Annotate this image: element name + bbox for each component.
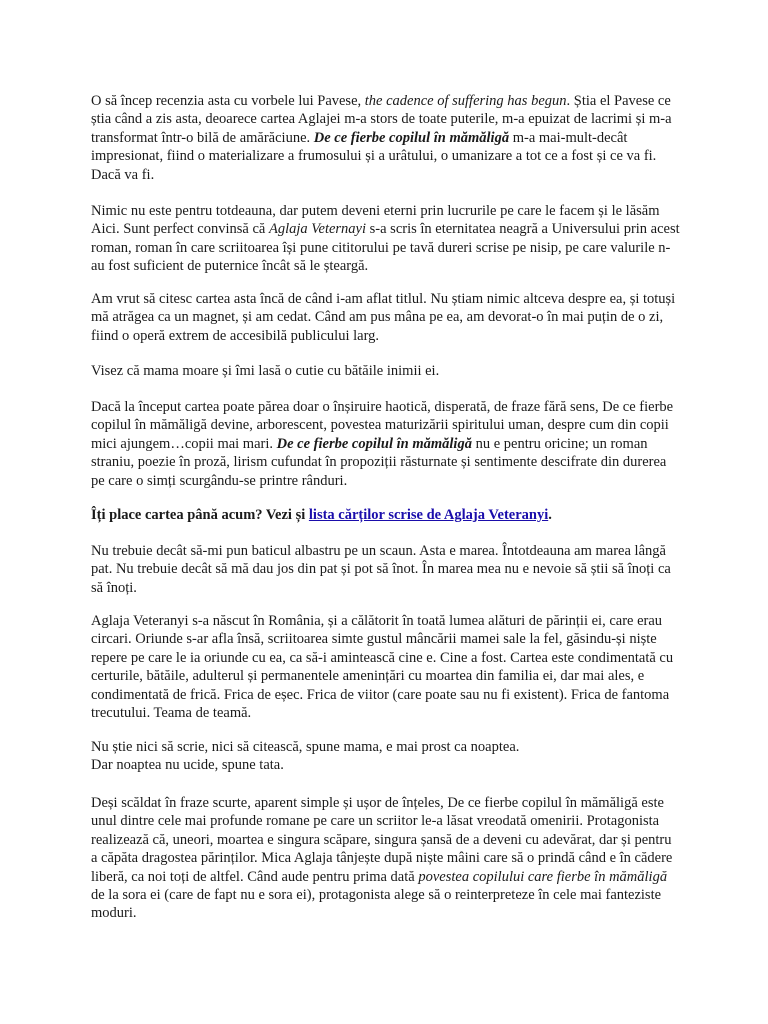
- text-run: Visez că mama moare și îmi lasă o cutie cu bătăile inimii ei.: [91, 363, 440, 379]
- quote-line: Dar noaptea nu ucide, spune tata.: [91, 757, 284, 774]
- paragraph-promo: [91, 506, 680, 524]
- text-run: nu e pentru oricine; un roman straniu, poezie în proză, lirism cufundat în propoziții răsturnate și sentimente descifrate din durerea pe care o simți scurgându-se printre rânduri.: [91, 435, 667, 489]
- text-run: s-a scris în eternitatea neagră a Universului prin acest roman, roman în care scriitoarea își pune cititorului pe tavă dureri scrise pe nisip, pe care valurile n-au fost suficient de puternice încât să le șteargă.: [91, 221, 680, 275]
- text-run: Deși scăldat în fraze scurte, aparent simple și ușor de înțeles, De ce fierbe copilul în mămăligă este unul dintre cele mai profunde romane pe care un scriitor le-a lăsat vreodată omenirii. Protagonista realizează că, uneori, moartea e singura scăpare, singura șansă de a deveni cu adevărat, dar și pentru a căpăta dragostea părinților. Mica Aglaja tânjește după niște mâini care să o prindă când e în cădere liberă, ca noi toți de altfel. Când aude pentru prima dată: [91, 795, 673, 885]
- text-run: Nimic nu este pentru totdeauna, dar putem deveni eterni prin lucrurile pe care le facem și le lăsăm Aici. Sunt perfect convinsă că: [91, 203, 660, 238]
- text-run: O să încep recenzia asta cu vorbele lui Pavese,: [91, 93, 365, 109]
- paragraph-eternity: [91, 202, 680, 276]
- quote-line: Nu știe nici să scrie, nici să citească, spune mama, e mai prost ca noaptea.: [91, 739, 520, 755]
- story-title: povestea copilului care fierbe în mămăligă: [418, 868, 668, 885]
- paragraph-dream-quote: [91, 362, 680, 380]
- text-run: . Știa el Pavese ce știa când a zis asta, deoarece cartea Aglajei m-a stors de toate puterile, m-a epuizat de lacrimi și m-a transformat într-o bilă de amărăciune.: [91, 93, 672, 146]
- paragraph-dialogue-quote: [91, 738, 680, 775]
- paragraph-structure: [91, 398, 680, 490]
- paragraph-first-read: [91, 290, 680, 345]
- text-run: Am vrut să citesc cartea asta încă de când i-am aflat titlul. Nu știam nimic altceva despre ea, și totuși mă atrăgea ca un magnet, și am cedat. Când am pus mâna pe ea, am devorat-o în mai puțin de o zi, fiind o operă extrem de accesibilă publicului larg.: [91, 291, 676, 344]
- book-title: De ce fierbe copilul în mămăligă: [276, 435, 472, 452]
- text-run: m-a mai-mult-decât impresionat, fiind o materializare a frumosului și a urâtului, o umanizare a tot ce a fost și ce va fi. Dacă va fi.: [91, 129, 657, 183]
- paragraph-sea-quote: [91, 542, 680, 597]
- text-run: Dacă la început cartea poate părea doar o înșiruire haotică, disperată, de fraze fără sens, De ce fierbe copilul în mămăligă devine, arborescent, povestea maturizării spiritului uman, despre cum din copii mici ajungem…copii mai mari.: [91, 399, 674, 452]
- author-name: Aglaja Veternayi: [268, 221, 367, 238]
- books-list-link[interactable]: lista cărților scrise de Aglaja Veteranyi: [308, 507, 549, 523]
- book-title: De ce fierbe copilul în mămăligă: [313, 129, 510, 146]
- text-run: Aglaja Veteranyi s-a născut în România, și a călătorit în toată lumea alături de părinții ei, care erau circari. Oriunde s-ar afla însă, scriitoarea simte gustul mâncării mamei sale la fel, găsindu-și niște repere pe care le ia oriunde cu ea, ca să-i amintească cine e. Cine a fost. Cartea este condimentată cu certurile, bătăile, adulterul și permanentele amenințări cu moartea din familia ei, dar mai ales, e condimentată de frică. Frica de eșec. Frica de viitor (care poate sau nu fi existent). Frica de fantoma trecutului. Teama de teamă.: [91, 613, 674, 722]
- paragraph-biography: [91, 612, 680, 722]
- paragraph-conclusion: [91, 794, 680, 923]
- text-run: Nu trebuie decât să-mi pun baticul albastru pe un scaun. Asta e marea. Întotdeauna am marea lângă pat. Nu trebuie decât să mă dau jos din pat și pot să înot. În marea mea nu e nevoie să știi să înoți ca să înoți.: [91, 543, 671, 596]
- promo-text: Îți place cartea până acum? Vezi și: [91, 507, 309, 523]
- pavese-quote: the cadence of suffering has begun: [364, 93, 567, 109]
- text-run: de la sora ei (care de fapt nu e sora ei), protagonista alege să o reinterpreteze în cele mai fanteziste moduri.: [91, 887, 662, 922]
- promo-period: .: [548, 507, 552, 523]
- paragraph-intro: [91, 92, 680, 184]
